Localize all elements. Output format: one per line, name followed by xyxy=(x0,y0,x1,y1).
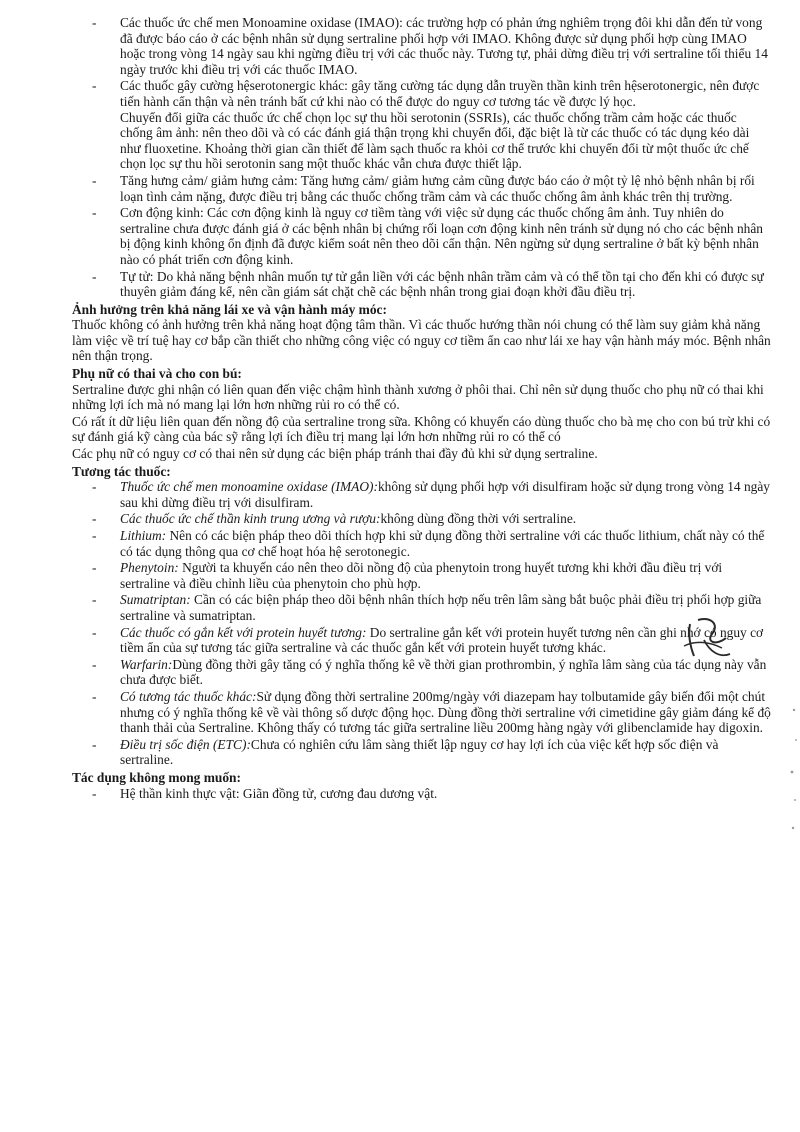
bullet-dash: - xyxy=(92,592,97,608)
interaction-item xyxy=(72,737,772,768)
interaction-term: Các thuốc có gắn kết với protein huyết tương: xyxy=(120,624,367,640)
list-item xyxy=(72,786,772,802)
paragraph-pregnancy-2: Có rất ít dữ liệu liên quan đến nồng độ của sertraline trong sữa. Không có khuyến cáo dùng thuốc cho bà mẹ cho con bú trừ khi có sự đánh giá kỹ càng của bác sỹ rằng lợi ích điều trị mang lại lớn hơn những rủi ro có thể có xyxy=(72,413,771,445)
list-item xyxy=(72,269,772,300)
section-heading-driving: Ảnh hưởng trên khả năng lái xe và vận hành máy móc: xyxy=(72,301,387,317)
bullet-dash: - xyxy=(92,15,97,30)
handwritten-initials-mark xyxy=(676,610,736,670)
interaction-term: Phenytoin: xyxy=(120,560,179,576)
interaction-text: Chưa có nghiên cứu lâm sàng thiết lập nguy cơ hay lợi ích của việc kết hợp sốc điện và sertraline. xyxy=(120,736,719,768)
interaction-item xyxy=(72,511,772,527)
bullet-dash: - xyxy=(92,511,97,527)
interaction-term: Lithium: xyxy=(120,528,167,543)
list-item xyxy=(72,173,772,204)
list-item-text: Các thuốc gây cường hệserotonergic khác: gây tăng cường tác dụng dẫn truyền thần kinh trên hệserotonergic, nên được tiến hành cẩn thận và nên tránh bất cứ khi nào có thể được do nguy cơ tương tác về được lý học. xyxy=(120,78,760,109)
interaction-item xyxy=(72,689,772,736)
bullet-dash: - xyxy=(92,736,97,752)
section-heading-interactions: Tương tác thuốc: xyxy=(72,463,171,479)
interaction-item xyxy=(72,560,772,591)
list-item xyxy=(72,78,772,172)
bullet-dash: - xyxy=(92,205,97,221)
document-page xyxy=(72,15,772,802)
list-item-text: Tăng hưng cảm/ giảm hưng cảm: Tăng hưng cảm/ giảm hưng cảm cũng được báo cáo ở một tỷ lệ nhỏ bệnh nhân bị rối loạn tình cảm nặng, được điều trị bằng các thuốc chống trầm cảm và các thuốc chống âm ảnh khác trên thị trường. xyxy=(120,172,755,204)
interaction-item xyxy=(72,479,772,510)
bullet-dash: - xyxy=(92,479,97,495)
bullet-dash: - xyxy=(92,624,97,640)
interaction-term: Các thuốc ức chế thần kinh trung ương và rượu: xyxy=(120,511,381,527)
section-heading-pregnancy: Phụ nữ có thai và cho con bú: xyxy=(72,366,242,382)
section-heading-adverse: Tác dụng không mong muốn: xyxy=(72,769,241,785)
interaction-item xyxy=(72,528,772,559)
interaction-text: Cần có các biện pháp theo dõi bệnh nhân thích hợp nếu trên lâm sàng bắt buộc phải điều trị phối hợp giữa sertraline và sumatriptan. xyxy=(120,592,762,623)
interaction-text: Người ta khuyến cáo nên theo dõi nồng độ của phenytoin trong huyết tương khi khởi đầu điều trị với sertraline và điều chỉnh liều của phenytoin cho phù hợp. xyxy=(120,560,723,591)
interaction-item xyxy=(72,657,772,688)
interaction-term: Điều trị sốc điện (ETC): xyxy=(120,736,251,752)
interaction-text: Sử dụng đồng thời sertraline 200mg/ngày với diazepam hay tolbutamide gây biến đổi một chút nhưng có ý nghĩa thống kê về vài thông số dược động học. Dùng đồng thời sertraline với cimetidine gây giảm đáng kể độ thanh thải của Sertraline. Không thấy có tương tác giữa sertraline liều 200mg hàng ngày với glibenclamide hay digoxin. xyxy=(120,688,771,736)
interaction-term: Thuốc ức chế men monoamine oxidase (IMAO): xyxy=(120,479,378,495)
interaction-term: Warfarin: xyxy=(120,656,173,672)
bullet-dash: - xyxy=(92,268,97,284)
interaction-term: Có tương tác thuốc khác: xyxy=(120,688,257,704)
interaction-text: không sử dụng phối hợp với disulfiram hoặc sử dụng trong vòng 14 ngày sau khi dừng điều trị với disulfiram. xyxy=(120,479,770,510)
bullet-dash: - xyxy=(92,785,97,801)
interactions-list xyxy=(72,479,772,768)
list-item-text: Hệ thần kinh thực vật: Giãn đồng tử, cương đau dương vật. xyxy=(120,785,438,801)
scan-speckle xyxy=(786,700,800,840)
bullet-dash: - xyxy=(92,560,97,576)
interaction-text: Nên có các biện pháp theo dõi thích hợp khi sử dụng đồng thời sertraline với các thuốc lithium, chất này có thể có tác dụng thông qua cơ chế hoạt hóa hệ serotonegic. xyxy=(120,528,765,559)
bullet-dash: - xyxy=(92,528,97,543)
interaction-item xyxy=(72,592,772,623)
interaction-text: Dùng đồng thời gây tăng có ý nghĩa thống kê về thời gian prothrombin, ý nghĩa lâm sàng của tác dụng này vẫn chưa được biết. xyxy=(120,656,767,688)
interaction-item xyxy=(72,625,772,656)
bullet-dash: - xyxy=(92,656,97,672)
list-item xyxy=(72,15,772,77)
paragraph-pregnancy-3: Các phụ nữ có nguy cơ có thai nên sử dụng các biện pháp tránh thai đầy đủ khi sử dụng sertraline. xyxy=(72,446,598,462)
paragraph-pregnancy-1: Sertraline được ghi nhận có liên quan đến việc chậm hình thành xương ở phôi thai. Chỉ nên sử dụng thuốc cho phụ nữ có thai khi những lợi ích mà nó mang lại lớn hơn những rủi ro có thể có. xyxy=(72,381,764,413)
interaction-text: Do sertraline gắn kết với protein huyết tương nên cần ghi nhớ có nguy cơ tiềm ẩn của sự tương tác giữa sertraline và các thuốc gắn kết với protein huyết tương khác. xyxy=(120,624,764,656)
list-item xyxy=(72,205,772,267)
paragraph-driving: Thuốc không có ảnh hưởng trên khả năng hoạt động tâm thần. Vì các thuốc hướng thần nói chung có thể làm suy giảm khả năng làm việc về trí tuệ hay cơ bắp cần thiết cho những công việc có nguy cơ tiềm ẩn cao như lái xe hay vận hành máy móc. Bệnh nhân nên thận trọng. xyxy=(72,317,771,364)
list-item-subparagraph: Chuyển đổi giữa các thuốc ức chế chọn lọc sự thu hồi serotonin (SSRIs), các thuốc chống trầm cảm hoặc các thuốc chống âm ảnh: nên theo dõi và có các đánh giá thận trọng khi chuyển đổi, đặc biệt là từ các thuốc có tác dụng kéo dài như fluoxetine. Khoảng thời gian cần thiết để làm sạch thuốc ra khỏi cơ thể trước khi chuyển đổi từ một thuốc ức chế chọn lọc sự thu hồi serotonin sang một thuốc khác vẫn chưa được thiết lập. xyxy=(120,109,750,172)
bullet-dash: - xyxy=(92,172,97,188)
bullet-dash: - xyxy=(92,78,97,94)
list-item-text: Các thuốc ức chế men Monoamine oxidase (IMAO): các trường hợp có phản ứng nghiêm trọng đôi khi dẫn đến tử vong đã được báo cáo ở các bệnh nhân sử dụng sertraline phối hợp với IMAO. Không được sử dụng phối hợp cùng IMAO hoặc trong vòng 14 ngày sau khi ngừng điều trị với các thuốc này. Tương tự, phải dừng điều trị với sertraline tối thiểu 14 ngày trước khi điều trị với các thuốc IMAO. xyxy=(120,15,768,77)
list-item-text: Cơn động kinh: Các cơn động kinh là nguy cơ tiềm tàng với việc sử dụng các thuốc chống âm ảnh. Tuy nhiên do sertraline chưa được đánh giá ở các bệnh nhân bị chứng rối loạn cơn động kinh nên tránh sử dụng nó cho các bệnh nhân bị động kinh không ổn định đã được kiểm soát nên theo dõi cẩn thận. Nên ngừng sử dụng sertraline ở bất kỳ bệnh nhân nào có phát triển cơn động kinh. xyxy=(120,205,763,267)
interaction-term: Sumatriptan: xyxy=(120,592,191,608)
list-item-text: Tự tử: Do khả năng bệnh nhân muốn tự tử gắn liền với các bệnh nhân trầm cảm và có thể tồn tại cho đến khi có được sự thuyên giảm đáng kể, nên cần giám sát chặt chẽ các bệnh nhân trong giai đoạn khởi đầu điều trị. xyxy=(120,268,764,300)
interaction-text: không dùng đồng thời với sertraline. xyxy=(380,511,577,527)
bullet-dash: - xyxy=(92,688,97,704)
